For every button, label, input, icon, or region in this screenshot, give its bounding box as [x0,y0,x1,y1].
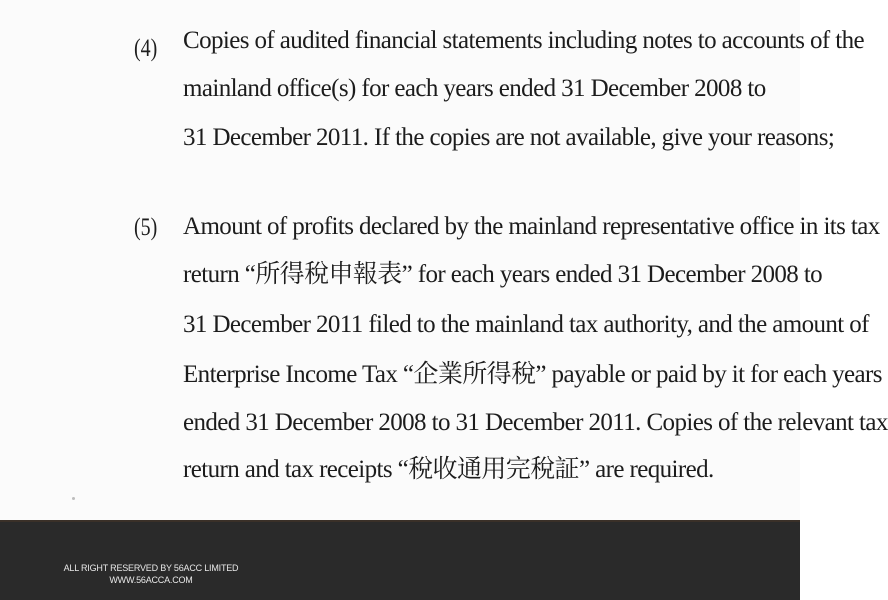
item-number: (5) [134,214,158,241]
scan-speck [72,497,75,500]
footer-bar [0,520,800,600]
website-link[interactable]: WWW.56ACCA.COM [109,575,193,585]
copyright-notice [60,562,242,586]
copyright-line: ALL RIGHT RESERVED BY 56ACC LIMITED [63,563,239,573]
item-text-line: return and tax receipts “稅收通用完稅証” are required. [183,456,714,483]
item-number: (4) [134,35,158,62]
item-text-line: return “所得稅申報表” for each years ended 31 December 2008 to [183,261,823,288]
item-text-line: mainland office(s) for each years ended 31 December 2008 to [183,75,766,102]
item-text-line: 31 December 2011 filed to the mainland tax authority, and the amount of [183,311,869,338]
item-text-line: Enterprise Income Tax “企業所得稅” payable or paid by it for each years [183,361,882,388]
item-text-line: Amount of profits declared by the mainland representative office in its tax [183,213,880,240]
item-text-line: 31 December 2011. If the copies are not available, give your reasons; [183,124,835,151]
item-text-line: Copies of audited financial statements including notes to accounts of the [183,27,865,54]
item-text-line: ended 31 December 2008 to 31 December 2011. Copies of the relevant tax [183,409,888,436]
